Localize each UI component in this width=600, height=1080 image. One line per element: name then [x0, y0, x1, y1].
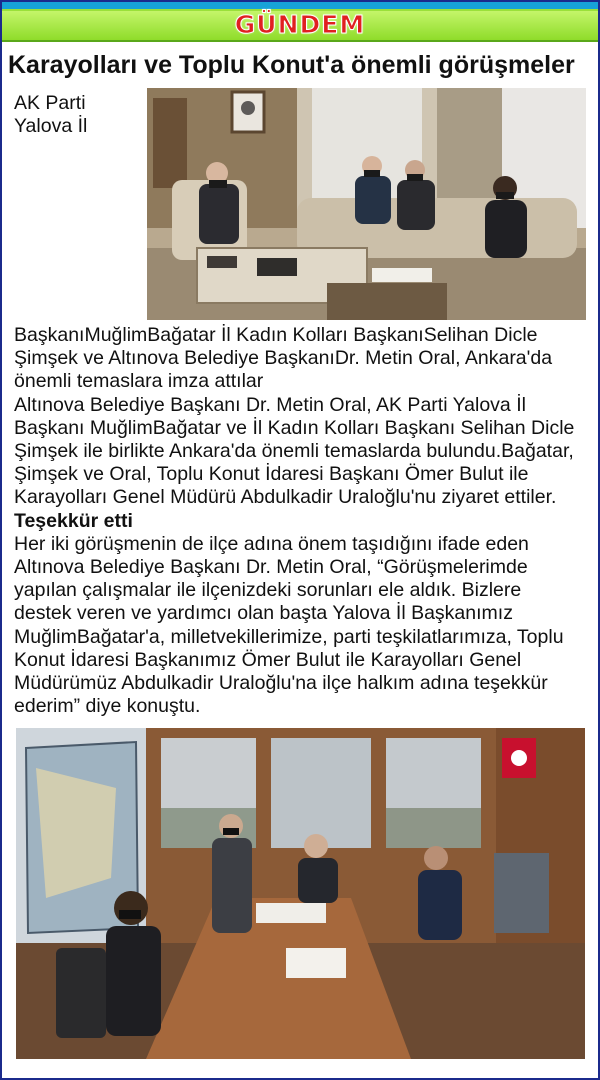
banner-top-stripe	[2, 2, 598, 9]
section-title: GÜNDEM	[234, 10, 366, 39]
article-paragraph: Altınova Belediye Başkanı Dr. Metin Oral, AK Parti Yalova İl Başkanı MuğlimBağatar ve İl Kadın Kolları Başkanı Selihan Dicle Şimşek ile birlikte Ankara'da önemli temaslarda bulundu.Bağatar, Şimşek ve Oral, Toplu Konut İdaresi Başkanı Ömer Bulut ile Karayolları Genel Müdürü Abdulkadir Uraloğlu'nu ziyaret ettiler.	[14, 393, 575, 509]
article-paragraph: Her iki görüşmenin de ilçe adına önem taşıdığını ifade eden Altınova Belediye Başkanı Dr. Metin Oral, “Görüşmelerimde yapılan çalışmalar ile ilçenizdeki sorunları ele aldık. Bizlere destek veren ve yardımcı olan başta Yalova İl Başkanımız MuğlimBağatar'a, milletvekillerimize, parti teşkilatlarımıza, Toplu Konut İdaresi Başkanımız Ömer Bulut ile Karayolları Genel Müdürümüz Abdulkadir Uraloğlu'na ilçe halkım adına teşekkür ederim” diye konuştu.	[14, 532, 564, 718]
article-headline: Karayolları ve Toplu Konut'a önemli görüşmeler	[8, 51, 575, 79]
article-paragraph: AK Parti Yalova İl BaşkanıMuğlimBağatar İl Kadın Kolları BaşkanıSelihan Dicle Şimşek ve Altınova Belediye BaşkanıDr. Metin Oral, Ankara'da önemli temaslara imza attılar	[14, 92, 553, 393]
article-body	[14, 92, 584, 718]
article-subheading: Teşekkür etti	[14, 509, 133, 532]
meeting-photo-office	[147, 88, 586, 320]
meeting-photo-conference	[16, 728, 585, 1059]
photo-office-meeting-illustration	[147, 88, 586, 320]
section-banner	[2, 2, 598, 40]
photo-conference-illustration	[16, 728, 585, 1059]
